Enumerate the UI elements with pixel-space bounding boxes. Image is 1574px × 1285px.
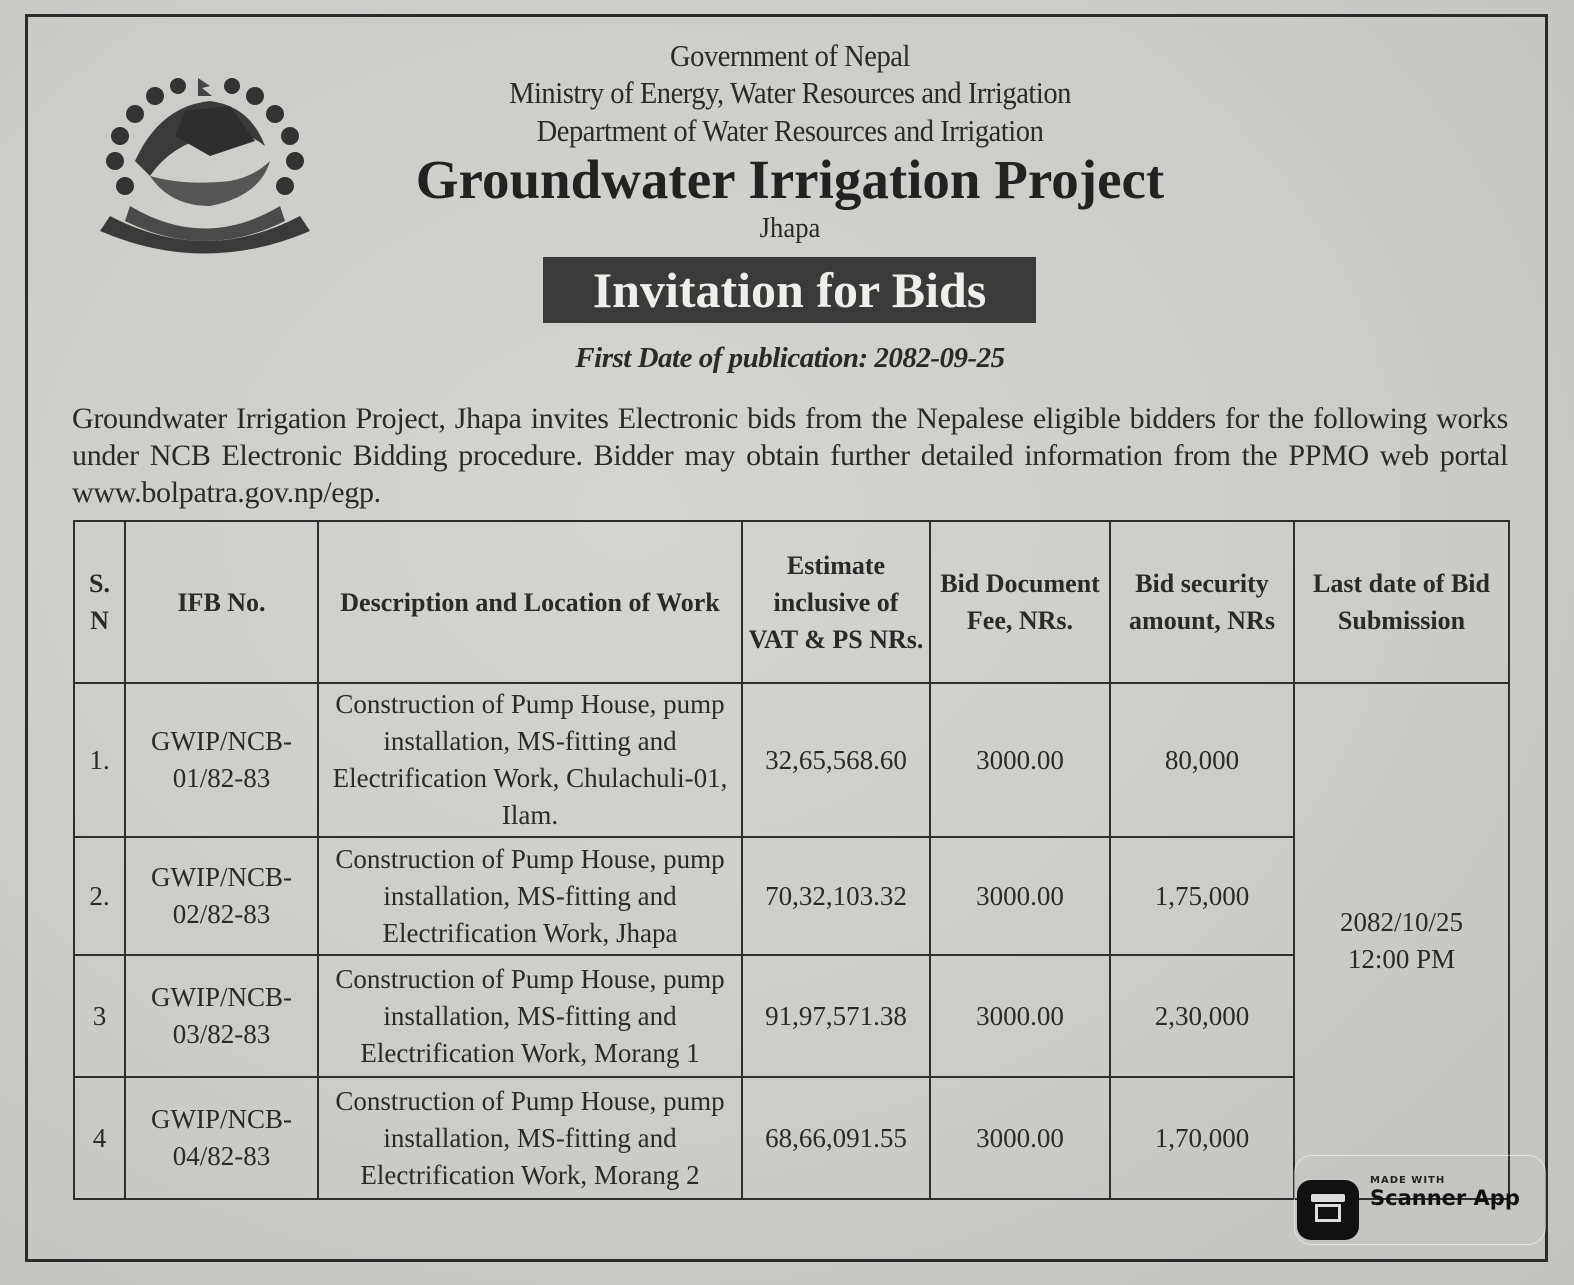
cell-last-date [1294, 683, 1509, 1199]
project-location: Jhapa [759, 212, 821, 244]
cell-estimate: 91,97,571.38 [742, 955, 930, 1077]
cell-sn: 1. [74, 683, 125, 837]
col-header-fee: Bid Document Fee, NRs. [930, 521, 1110, 683]
cell-fee: 3000.00 [930, 1077, 1110, 1199]
cell-fee: 3000.00 [930, 837, 1110, 955]
project-title: Groundwater Irrigation Project [415, 149, 1165, 210]
table-row [74, 837, 1509, 955]
cell-security: 1,75,000 [1110, 837, 1294, 955]
nepal-emblem-icon [90, 66, 320, 261]
table-row [74, 955, 1509, 1077]
intro-paragraph: Groundwater Irrigation Project, Jhapa invites Electronic bids from the Nepalese eligible bidders for the following works under NCB Electronic Bidding procedure. Bidder may obtain further detailed information from the PPMO web portal www.bolpatra.gov.np/egp. [72, 402, 1508, 509]
department-name: Department of Water Resources and Irrigation [536, 113, 1044, 148]
col-header-description: Description and Location of Work [318, 521, 742, 683]
cell-fee: 3000.00 [930, 683, 1110, 837]
publication-date: First Date of publication: 2082-09-25 [575, 342, 1005, 374]
cell-description: Construction of Pump House, pump installation, MS-fitting and Electrification Work, Jhapa [318, 837, 742, 955]
col-header-ifb: IFB No. [125, 521, 318, 683]
watermark-app-name: Scanner App [1370, 1186, 1520, 1210]
cell-sn: 3 [74, 955, 125, 1077]
last-date: 2082/10/25 [1339, 907, 1463, 937]
cell-security: 80,000 [1110, 683, 1294, 837]
col-header-security: Bid security amount, NRs [1110, 521, 1294, 683]
ministry-name: Ministry of Energy, Water Resources and Irrigation [509, 75, 1071, 110]
cell-ifb: GWIP/NCB-02/82-83 [125, 837, 318, 955]
col-header-sn: S. N [74, 521, 125, 683]
cell-estimate: 70,32,103.32 [742, 837, 930, 955]
cell-description: Construction of Pump House, pump installation, MS-fitting and Electrification Work, Chulachuli-01, Ilam. [318, 683, 742, 837]
cell-security: 2,30,000 [1110, 955, 1294, 1077]
last-time: 12:00 PM [1347, 944, 1456, 974]
bids-table [73, 520, 1510, 1200]
table-row [74, 683, 1509, 837]
table-header-row [74, 521, 1509, 683]
cell-sn: 2. [74, 837, 125, 955]
col-header-estimate: Estimate inclusive of VAT & PS NRs. [742, 521, 930, 683]
cell-security: 1,70,000 [1110, 1077, 1294, 1199]
cell-estimate: 68,66,091.55 [742, 1077, 930, 1199]
cell-estimate: 32,65,568.60 [742, 683, 930, 837]
cell-description: Construction of Pump House, pump installation, MS-fitting and Electrification Work, Morang 1 [318, 955, 742, 1077]
government-name: Government of Nepal [670, 38, 910, 73]
scanner-app-icon [1297, 1180, 1359, 1240]
cell-ifb: GWIP/NCB-01/82-83 [125, 683, 318, 837]
cell-ifb: GWIP/NCB-03/82-83 [125, 955, 318, 1077]
cell-ifb: GWIP/NCB-04/82-83 [125, 1077, 318, 1199]
cell-fee: 3000.00 [930, 955, 1110, 1077]
col-header-last-date: Last date of Bid Submission [1294, 521, 1509, 683]
cell-sn: 4 [74, 1077, 125, 1199]
watermark-made-with: MADE WITH [1370, 1175, 1446, 1186]
invitation-banner: Invitation for Bids [543, 257, 1036, 323]
cell-description: Construction of Pump House, pump installation, MS-fitting and Electrification Work, Morang 2 [318, 1077, 742, 1199]
